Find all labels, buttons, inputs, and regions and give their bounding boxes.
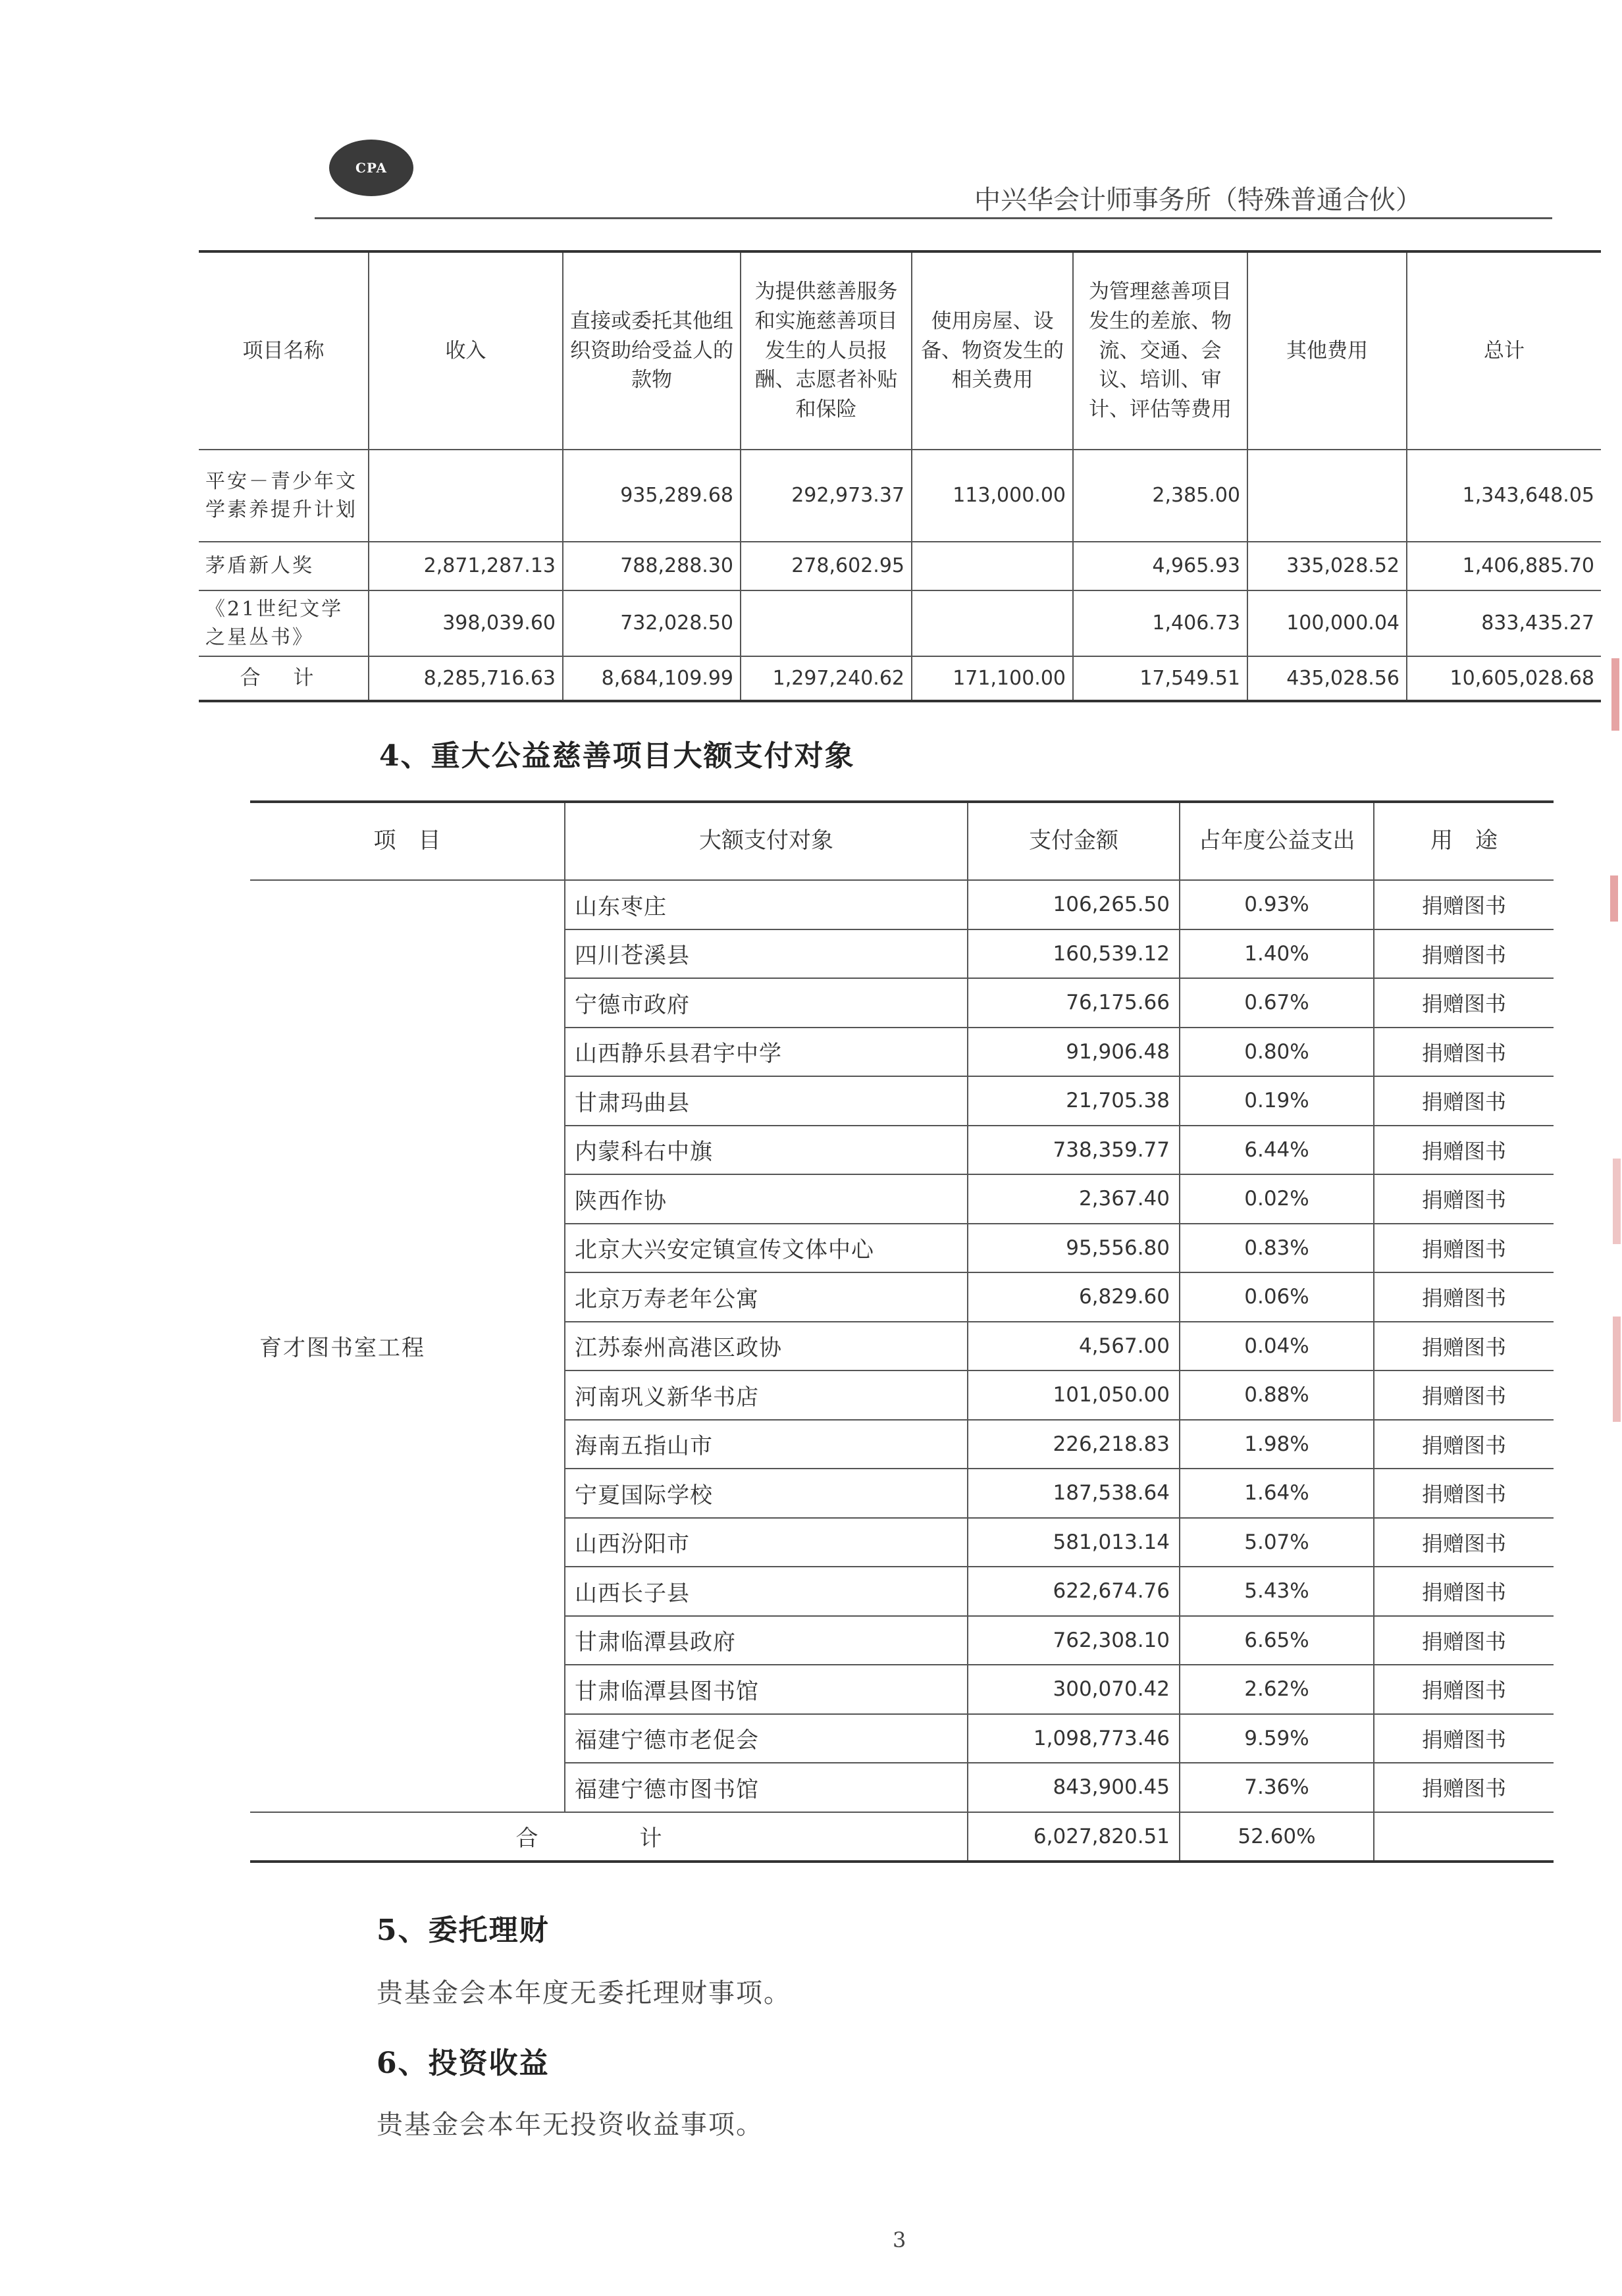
header-cell: 用 途 xyxy=(1374,802,1554,880)
use-cell: 捐赠图书 xyxy=(1374,1076,1554,1126)
amount-cell: 4,567.00 xyxy=(968,1322,1180,1371)
payee-name: 山西静乐县君宇中学 xyxy=(565,1028,968,1077)
use-cell: 捐赠图书 xyxy=(1374,1126,1554,1175)
use-cell: 捐赠图书 xyxy=(1374,1272,1554,1322)
grants-cell: 732,028.50 xyxy=(563,590,741,656)
header-cell: 其他费用 xyxy=(1247,251,1407,450)
amount-cell: 1,098,773.46 xyxy=(968,1714,1180,1763)
project-name: 《21世纪文学之星丛书》 xyxy=(199,590,369,656)
other-cell: 335,028.52 xyxy=(1247,542,1407,590)
header-cell: 项 目 xyxy=(250,802,565,880)
use-cell: 捐赠图书 xyxy=(1374,1028,1554,1077)
facilities-cell xyxy=(912,542,1073,590)
management-cell: 17,549.51 xyxy=(1073,656,1247,701)
payee-name: 北京大兴安定镇宣传文体中心 xyxy=(565,1224,968,1273)
percent-cell: 0.83% xyxy=(1180,1224,1374,1273)
firm-name: 中兴华会计师事务所（特殊普通合伙） xyxy=(974,185,1422,215)
percent-cell: 0.06% xyxy=(1180,1272,1374,1322)
income-cell: 398,039.60 xyxy=(369,590,563,656)
facilities-cell xyxy=(912,590,1073,656)
header-cell: 使用房屋、设备、物资发生的相关费用 xyxy=(912,251,1073,450)
amount-cell: 91,906.48 xyxy=(968,1028,1180,1077)
personnel-cell: 292,973.37 xyxy=(741,450,912,542)
amount-cell: 6,829.60 xyxy=(968,1272,1180,1322)
header-cell: 项目名称 xyxy=(199,251,369,450)
percent-cell: 5.43% xyxy=(1180,1567,1374,1616)
percent-cell: 6.44% xyxy=(1180,1126,1374,1175)
project-name: 育才图书室工程 xyxy=(250,880,565,1812)
percent-cell: 0.04% xyxy=(1180,1322,1374,1371)
header-cell: 为提供慈善服务和实施慈善项目发生的人员报酬、志愿者补贴和保险 xyxy=(741,251,912,450)
payee-name: 山西长子县 xyxy=(565,1567,968,1616)
use-cell: 捐赠图书 xyxy=(1374,1567,1554,1616)
use-cell: 捐赠图书 xyxy=(1374,1322,1554,1371)
payee-name: 四川苍溪县 xyxy=(565,929,968,979)
total-percent: 52.60% xyxy=(1180,1812,1374,1862)
management-cell: 1,406.73 xyxy=(1073,590,1247,656)
grants-cell: 788,288.30 xyxy=(563,542,741,590)
grants-cell: 935,289.68 xyxy=(563,450,741,542)
expense-table-header xyxy=(199,251,1601,450)
percent-cell: 0.67% xyxy=(1180,978,1374,1028)
total-label: 合 计 xyxy=(199,656,369,701)
scan-artifact xyxy=(1610,875,1618,922)
amount-cell: 226,218.83 xyxy=(968,1420,1180,1469)
facilities-cell: 113,000.00 xyxy=(912,450,1073,542)
scan-artifact xyxy=(1611,658,1619,731)
grants-cell: 8,684,109.99 xyxy=(563,656,741,701)
amount-cell: 101,050.00 xyxy=(968,1370,1180,1420)
scan-artifact xyxy=(1613,1317,1621,1422)
payee-name: 甘肃玛曲县 xyxy=(565,1076,968,1126)
section-6-heading: 6、投资收益 xyxy=(377,2047,550,2080)
header-cell: 总计 xyxy=(1407,251,1601,450)
payee-name: 甘肃临潭县政府 xyxy=(565,1616,968,1665)
income-cell: 2,871,287.13 xyxy=(369,542,563,590)
amount-cell: 622,674.76 xyxy=(968,1567,1180,1616)
header-cell: 为管理慈善项目发生的差旅、物流、交通、会议、培训、审计、评估等费用 xyxy=(1073,251,1247,450)
amount-cell: 300,070.42 xyxy=(968,1665,1180,1714)
use-cell: 捐赠图书 xyxy=(1374,1616,1554,1665)
table-row xyxy=(199,450,1601,542)
total-row xyxy=(199,656,1601,701)
amount-cell: 738,359.77 xyxy=(968,1126,1180,1175)
use-cell: 捐赠图书 xyxy=(1374,1224,1554,1273)
project-name: 平安－青少年文学素养提升计划 xyxy=(199,450,369,542)
payee-name: 福建宁德市老促会 xyxy=(565,1714,968,1763)
header-cell: 大额支付对象 xyxy=(565,802,968,880)
use-cell: 捐赠图书 xyxy=(1374,1518,1554,1567)
percent-cell: 1.64% xyxy=(1180,1469,1374,1518)
amount-cell: 187,538.64 xyxy=(968,1469,1180,1518)
header-cell: 占年度公益支出 xyxy=(1180,802,1374,880)
income-cell xyxy=(369,450,563,542)
percent-cell: 0.80% xyxy=(1180,1028,1374,1077)
payee-name: 宁夏国际学校 xyxy=(565,1469,968,1518)
use-cell: 捐赠图书 xyxy=(1374,1665,1554,1714)
firm-logo xyxy=(329,140,413,196)
use-cell: 捐赠图书 xyxy=(1374,1420,1554,1469)
amount-cell: 106,265.50 xyxy=(968,880,1180,929)
total-amount: 6,027,820.51 xyxy=(968,1812,1180,1862)
percent-cell: 0.19% xyxy=(1180,1076,1374,1126)
amount-cell: 843,900.45 xyxy=(968,1763,1180,1812)
payee-name: 北京万寿老年公寓 xyxy=(565,1272,968,1322)
amount-cell: 95,556.80 xyxy=(968,1224,1180,1273)
percent-cell: 7.36% xyxy=(1180,1763,1374,1812)
total-cell: 1,343,648.05 xyxy=(1407,450,1601,542)
project-name: 茅盾新人奖 xyxy=(199,542,369,590)
payee-name: 福建宁德市图书馆 xyxy=(565,1763,968,1812)
scan-artifact xyxy=(1613,1159,1621,1244)
header-cell: 支付金额 xyxy=(968,802,1180,880)
section-5-heading: 5、委托理财 xyxy=(377,1914,550,1947)
total-row xyxy=(250,1812,1554,1862)
payee-table xyxy=(250,800,1554,1863)
use-cell: 捐赠图书 xyxy=(1374,978,1554,1028)
percent-cell: 0.93% xyxy=(1180,880,1374,929)
page-number: 3 xyxy=(893,2228,906,2253)
use-cell: 捐赠图书 xyxy=(1374,1714,1554,1763)
other-cell: 100,000.04 xyxy=(1247,590,1407,656)
management-cell: 2,385.00 xyxy=(1073,450,1247,542)
header-divider xyxy=(315,217,1552,219)
amount-cell: 2,367.40 xyxy=(968,1174,1180,1224)
management-cell: 4,965.93 xyxy=(1073,542,1247,590)
table-row xyxy=(250,880,1554,929)
amount-cell: 160,539.12 xyxy=(968,929,1180,979)
percent-cell: 0.88% xyxy=(1180,1370,1374,1420)
use-cell: 捐赠图书 xyxy=(1374,1174,1554,1224)
percent-cell: 5.07% xyxy=(1180,1518,1374,1567)
payee-table-header xyxy=(250,802,1554,880)
expense-table xyxy=(199,250,1601,702)
facilities-cell: 171,100.00 xyxy=(912,656,1073,701)
amount-cell: 581,013.14 xyxy=(968,1518,1180,1567)
percent-cell: 2.62% xyxy=(1180,1665,1374,1714)
use-cell: 捐赠图书 xyxy=(1374,1469,1554,1518)
payee-name: 山东枣庄 xyxy=(565,880,968,929)
total-cell: 1,406,885.70 xyxy=(1407,542,1601,590)
total-use xyxy=(1374,1812,1554,1862)
use-cell: 捐赠图书 xyxy=(1374,1763,1554,1812)
personnel-cell: 278,602.95 xyxy=(741,542,912,590)
payee-name: 宁德市政府 xyxy=(565,978,968,1028)
total-cell: 10,605,028.68 xyxy=(1407,656,1601,701)
header-cell: 直接或委托其他组织资助给受益人的款物 xyxy=(563,251,741,450)
percent-cell: 0.02% xyxy=(1180,1174,1374,1224)
payee-name: 河南巩义新华书店 xyxy=(565,1370,968,1420)
percent-cell: 1.40% xyxy=(1180,929,1374,979)
percent-cell: 6.65% xyxy=(1180,1616,1374,1665)
table-row xyxy=(199,590,1601,656)
logo-text: CPA xyxy=(355,160,388,176)
total-label: 合 计 xyxy=(250,1812,968,1862)
amount-cell: 762,308.10 xyxy=(968,1616,1180,1665)
personnel-cell xyxy=(741,590,912,656)
use-cell: 捐赠图书 xyxy=(1374,929,1554,979)
payee-name: 内蒙科右中旗 xyxy=(565,1126,968,1175)
payee-name: 海南五指山市 xyxy=(565,1420,968,1469)
percent-cell: 9.59% xyxy=(1180,1714,1374,1763)
section-6-text: 贵基金会本年无投资收益事项。 xyxy=(377,2110,764,2140)
payee-name: 陕西作协 xyxy=(565,1174,968,1224)
amount-cell: 21,705.38 xyxy=(968,1076,1180,1126)
table-row xyxy=(199,542,1601,590)
header-cell: 收入 xyxy=(369,251,563,450)
payee-table-body xyxy=(250,880,1554,1862)
total-cell: 833,435.27 xyxy=(1407,590,1601,656)
section-5-text: 贵基金会本年度无委托理财事项。 xyxy=(377,1978,791,2008)
payee-name: 江苏泰州高港区政协 xyxy=(565,1322,968,1371)
use-cell: 捐赠图书 xyxy=(1374,1370,1554,1420)
use-cell: 捐赠图书 xyxy=(1374,880,1554,929)
payee-name: 山西汾阳市 xyxy=(565,1518,968,1567)
amount-cell: 76,175.66 xyxy=(968,978,1180,1028)
personnel-cell: 1,297,240.62 xyxy=(741,656,912,701)
payee-name: 甘肃临潭县图书馆 xyxy=(565,1665,968,1714)
percent-cell: 1.98% xyxy=(1180,1420,1374,1469)
other-cell xyxy=(1247,450,1407,542)
section-4-heading: 4、重大公益慈善项目大额支付对象 xyxy=(379,739,855,773)
other-cell: 435,028.56 xyxy=(1247,656,1407,701)
income-cell: 8,285,716.63 xyxy=(369,656,563,701)
